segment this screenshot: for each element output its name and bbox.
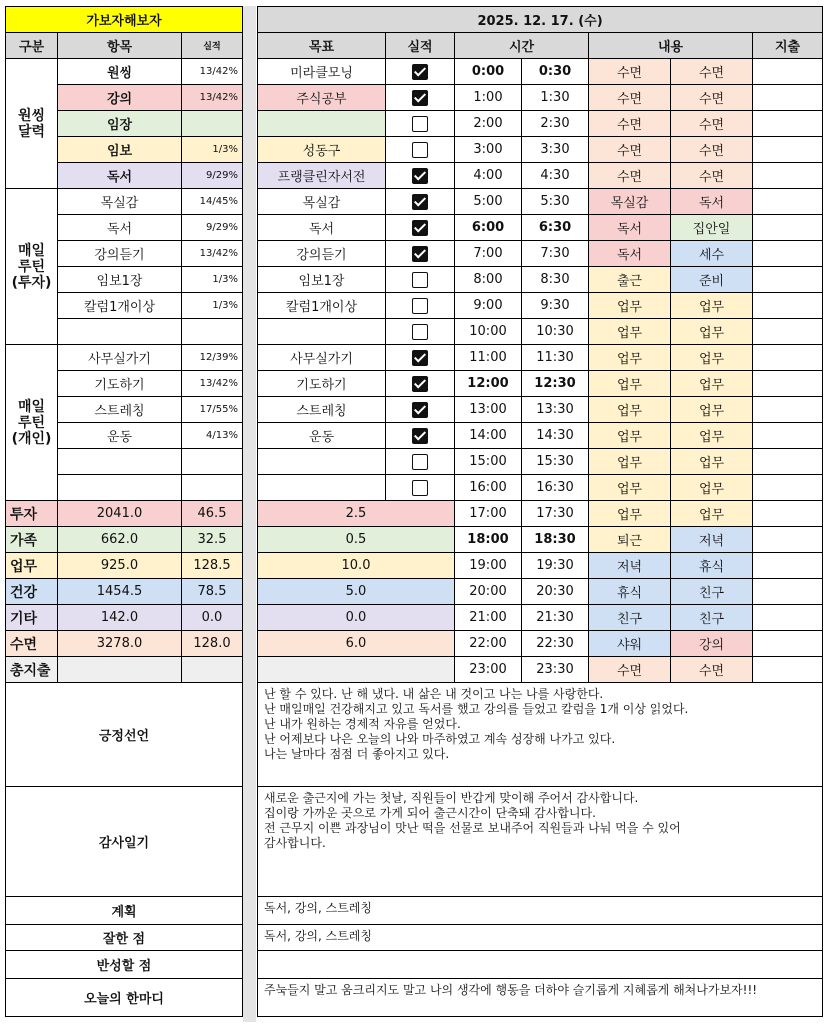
check-cell (386, 371, 455, 397)
item-label: 스트레칭 (58, 397, 182, 423)
time-start: 17:00 (455, 501, 522, 527)
summary-label: 가족 (6, 527, 58, 553)
content-first: 독서 (589, 215, 671, 241)
content-second: 업무 (671, 475, 753, 501)
goal-cell: 스트레칭 (258, 397, 386, 423)
check-cell (386, 215, 455, 241)
header-item: 항목 (58, 33, 182, 59)
item-label (58, 319, 182, 345)
checkbox-unchecked[interactable] (412, 116, 428, 132)
content-second: 친구 (671, 579, 753, 605)
expense-cell (753, 163, 823, 189)
affirmation-line: 나는 날마다 점점 더 좋아지고 있다. (264, 747, 450, 761)
time-start: 19:00 (455, 553, 522, 579)
content-second: 업무 (671, 449, 753, 475)
summary-total: 2041.0 (58, 501, 182, 527)
expense-cell (753, 215, 823, 241)
section-gratitude-text (258, 787, 823, 897)
content-first: 수면 (589, 137, 671, 163)
expense-cell (753, 423, 823, 449)
goal-cell: 미라클모닝 (258, 59, 386, 85)
summary-total (58, 657, 182, 683)
summary-label: 총지출 (6, 657, 58, 683)
expense-cell (753, 501, 823, 527)
header-result: 실적 (386, 33, 455, 59)
content-second: 강의 (671, 631, 753, 657)
expense-cell (753, 579, 823, 605)
content-second: 집안일 (671, 215, 753, 241)
content-first: 수면 (589, 163, 671, 189)
section-word-text: 주눅들지 말고 움크리지도 말고 나의 생각에 행동을 더하야 슬기롭게 지혜롭게 해쳐나가보자!!! (258, 979, 823, 1017)
content-second: 수면 (671, 59, 753, 85)
time-half: 14:30 (522, 423, 589, 449)
time-half: 1:30 (522, 85, 589, 111)
time-start: 4:00 (455, 163, 522, 189)
checkbox-unchecked[interactable] (412, 480, 428, 496)
item-stat: 13/42% (182, 59, 243, 85)
summary-value: 0.0 (182, 605, 243, 631)
content-second: 준비 (671, 267, 753, 293)
summary-total: 662.0 (58, 527, 182, 553)
time-half: 10:30 (522, 319, 589, 345)
time-start: 11:00 (455, 345, 522, 371)
item-stat: 1/3% (182, 267, 243, 293)
time-half: 20:30 (522, 579, 589, 605)
time-start: 20:00 (455, 579, 522, 605)
left-title: 가보자해보자 (6, 7, 243, 33)
summary-value: 32.5 (182, 527, 243, 553)
checkbox-checked[interactable] (412, 64, 428, 80)
time-half: 2:30 (522, 111, 589, 137)
checkbox-unchecked[interactable] (412, 272, 428, 288)
time-half: 19:30 (522, 553, 589, 579)
content-second: 저녁 (671, 527, 753, 553)
group-label: 원씽 달력 (6, 59, 58, 189)
column-gap (243, 6, 256, 1022)
content-second: 업무 (671, 319, 753, 345)
expense-cell (753, 657, 823, 683)
item-label: 칼럼1개이상 (58, 293, 182, 319)
summary-hours: 5.0 (258, 579, 455, 605)
right-table (257, 6, 823, 1017)
item-label: 독서 (58, 163, 182, 189)
expense-cell (753, 293, 823, 319)
time-half: 6:30 (522, 215, 589, 241)
time-half: 5:30 (522, 189, 589, 215)
summary-total: 3278.0 (58, 631, 182, 657)
goal-cell: 주식공부 (258, 85, 386, 111)
content-first: 업무 (589, 423, 671, 449)
item-stat: 9/29% (182, 215, 243, 241)
expense-cell (753, 631, 823, 657)
time-half: 22:30 (522, 631, 589, 657)
time-half: 9:30 (522, 293, 589, 319)
gratitude-line: 전 근무지 이쁜 과장님이 맛난 떡을 선물로 보내주어 직원들과 나눠 먹을 수 있어 (264, 821, 681, 835)
check-cell (386, 189, 455, 215)
summary-total: 142.0 (58, 605, 182, 631)
expense-cell (753, 553, 823, 579)
item-label: 독서 (58, 215, 182, 241)
gratitude-line: 감사합니다. (264, 836, 326, 850)
check-cell (386, 397, 455, 423)
checkbox-checked[interactable] (412, 194, 428, 210)
goal-cell: 강의듣기 (258, 241, 386, 267)
item-label: 임보1장 (58, 267, 182, 293)
checkbox-checked[interactable] (412, 246, 428, 262)
goal-cell: 프랭클린자서전 (258, 163, 386, 189)
goal-cell: 성동구 (258, 137, 386, 163)
item-stat: 13/42% (182, 85, 243, 111)
content-first: 목실감 (589, 189, 671, 215)
time-start: 14:00 (455, 423, 522, 449)
check-cell (386, 111, 455, 137)
content-first: 업무 (589, 345, 671, 371)
section-reflect-label: 반성할 점 (6, 951, 243, 979)
expense-cell (753, 397, 823, 423)
content-second: 수면 (671, 111, 753, 137)
item-stat: 1/3% (182, 293, 243, 319)
expense-cell (753, 449, 823, 475)
check-cell (386, 345, 455, 371)
goal-cell: 독서 (258, 215, 386, 241)
time-start: 21:00 (455, 605, 522, 631)
time-start: 18:00 (455, 527, 522, 553)
checkbox-unchecked[interactable] (412, 324, 428, 340)
section-plan-text: 독서, 강의, 스트레칭 (258, 897, 823, 925)
content-first: 저녁 (589, 553, 671, 579)
time-start: 9:00 (455, 293, 522, 319)
summary-label: 업무 (6, 553, 58, 579)
time-start: 8:00 (455, 267, 522, 293)
summary-label: 수면 (6, 631, 58, 657)
item-label: 사무실가기 (58, 345, 182, 371)
summary-hours: 0.0 (258, 605, 455, 631)
section-reflect-text (258, 951, 823, 979)
content-first: 퇴근 (589, 527, 671, 553)
time-half: 15:30 (522, 449, 589, 475)
time-half: 17:30 (522, 501, 589, 527)
expense-cell (753, 267, 823, 293)
checkbox-unchecked[interactable] (412, 454, 428, 470)
summary-label: 기타 (6, 605, 58, 631)
item-label (58, 475, 182, 501)
expense-cell (753, 137, 823, 163)
checkbox-checked[interactable] (412, 402, 428, 418)
content-first: 업무 (589, 371, 671, 397)
date-title: 2025. 12. 17. (수) (258, 7, 823, 33)
check-cell (386, 475, 455, 501)
content-first: 업무 (589, 475, 671, 501)
item-stat: 12/39% (182, 345, 243, 371)
content-first: 휴식 (589, 579, 671, 605)
goal-cell: 사무실가기 (258, 345, 386, 371)
goal-cell (258, 319, 386, 345)
summary-hours: 6.0 (258, 631, 455, 657)
summary-value: 128.5 (182, 553, 243, 579)
item-label: 강의 (58, 85, 182, 111)
checkbox-unchecked[interactable] (412, 142, 428, 158)
time-start: 15:00 (455, 449, 522, 475)
content-second: 업무 (671, 397, 753, 423)
item-label: 임보 (58, 137, 182, 163)
time-half: 18:30 (522, 527, 589, 553)
time-start: 6:00 (455, 215, 522, 241)
summary-hours: 10.0 (258, 553, 455, 579)
content-second: 세수 (671, 241, 753, 267)
affirmation-line: 난 할 수 있다. 난 해 냈다. 내 삶은 내 것이고 나는 나를 사랑한다. (264, 687, 604, 701)
item-stat: 13/42% (182, 371, 243, 397)
time-start: 23:00 (455, 657, 522, 683)
checkbox-checked[interactable] (412, 220, 428, 236)
item-stat: 17/55% (182, 397, 243, 423)
check-cell (386, 59, 455, 85)
expense-cell (753, 605, 823, 631)
content-second: 수면 (671, 657, 753, 683)
content-second: 업무 (671, 371, 753, 397)
header-goal: 목표 (258, 33, 386, 59)
content-first: 샤워 (589, 631, 671, 657)
header-content: 내용 (589, 33, 753, 59)
section-gratitude-label: 감사일기 (6, 787, 243, 897)
group-label: 매일 루틴 (개인) (6, 345, 58, 501)
time-half: 0:30 (522, 59, 589, 85)
content-first: 업무 (589, 397, 671, 423)
checkbox-checked[interactable] (412, 168, 428, 184)
content-first: 수면 (589, 85, 671, 111)
item-stat (182, 475, 243, 501)
item-stat: 9/29% (182, 163, 243, 189)
content-second: 수면 (671, 85, 753, 111)
goal-cell: 임보1장 (258, 267, 386, 293)
expense-cell (753, 319, 823, 345)
check-cell (386, 241, 455, 267)
time-half: 4:30 (522, 163, 589, 189)
time-start: 2:00 (455, 111, 522, 137)
time-half: 7:30 (522, 241, 589, 267)
content-second: 친구 (671, 605, 753, 631)
checkbox-unchecked[interactable] (412, 298, 428, 314)
time-start: 7:00 (455, 241, 522, 267)
header-time: 시간 (455, 33, 589, 59)
time-start: 10:00 (455, 319, 522, 345)
time-half: 13:30 (522, 397, 589, 423)
header-result: 실적 (182, 33, 243, 59)
item-stat: 4/13% (182, 423, 243, 449)
item-stat (182, 449, 243, 475)
content-first: 수면 (589, 111, 671, 137)
affirmation-line: 난 어제보다 나은 오늘의 나와 마주하였고 계속 성장해 나가고 있다. (264, 732, 616, 746)
item-label (58, 449, 182, 475)
summary-hours: 2.5 (258, 501, 455, 527)
time-half: 21:30 (522, 605, 589, 631)
summary-value (182, 657, 243, 683)
expense-cell (753, 241, 823, 267)
check-cell (386, 267, 455, 293)
content-second: 수면 (671, 137, 753, 163)
time-half: 11:30 (522, 345, 589, 371)
section-good-text: 독서, 강의, 스트레칭 (258, 925, 823, 951)
goal-cell: 기도하기 (258, 371, 386, 397)
content-first: 업무 (589, 501, 671, 527)
check-cell (386, 423, 455, 449)
content-first: 친구 (589, 605, 671, 631)
expense-cell (753, 527, 823, 553)
time-half: 16:30 (522, 475, 589, 501)
expense-cell (753, 189, 823, 215)
affirmation-line: 난 매일매일 건강해지고 있고 독서를 했고 강의를 들었고 칼럼을 1개 이상 읽었다. (264, 702, 689, 716)
item-label: 임장 (58, 111, 182, 137)
time-start: 0:00 (455, 59, 522, 85)
item-label: 기도하기 (58, 371, 182, 397)
gratitude-line: 새로운 출근지에 가는 첫날, 직원들이 반갑게 맞이해 주어서 감사합니다. (264, 791, 639, 805)
item-stat: 13/42% (182, 241, 243, 267)
expense-cell (753, 85, 823, 111)
time-start: 13:00 (455, 397, 522, 423)
time-half: 23:30 (522, 657, 589, 683)
checkbox-checked[interactable] (412, 428, 428, 444)
goal-cell (258, 111, 386, 137)
expense-cell (753, 475, 823, 501)
time-start: 16:00 (455, 475, 522, 501)
group-label: 매일 루틴 (투자) (6, 189, 58, 345)
check-cell (386, 137, 455, 163)
header-category: 구분 (6, 33, 58, 59)
content-second: 수면 (671, 163, 753, 189)
expense-cell (753, 371, 823, 397)
check-cell (386, 85, 455, 111)
content-first: 수면 (589, 657, 671, 683)
section-plan-label: 계획 (6, 897, 243, 925)
goal-cell: 칼럼1개이상 (258, 293, 386, 319)
item-label: 강의듣기 (58, 241, 182, 267)
content-second: 업무 (671, 345, 753, 371)
content-first: 출근 (589, 267, 671, 293)
content-first: 독서 (589, 241, 671, 267)
goal-cell (258, 475, 386, 501)
item-label: 목실감 (58, 189, 182, 215)
section-affirmation-label: 긍정선언 (6, 683, 243, 787)
left-table (5, 6, 243, 1017)
expense-cell (753, 59, 823, 85)
goal-cell (258, 449, 386, 475)
time-start: 12:00 (455, 371, 522, 397)
summary-total: 1454.5 (58, 579, 182, 605)
content-second: 업무 (671, 293, 753, 319)
time-start: 22:00 (455, 631, 522, 657)
item-stat (182, 111, 243, 137)
content-second: 업무 (671, 423, 753, 449)
check-cell (386, 163, 455, 189)
affirmation-line: 난 내가 원하는 경제적 자유를 얻었다. (264, 717, 461, 731)
summary-hours: 0.5 (258, 527, 455, 553)
goal-cell: 운동 (258, 423, 386, 449)
content-second: 독서 (671, 189, 753, 215)
item-stat: 1/3% (182, 137, 243, 163)
item-stat: 14/45% (182, 189, 243, 215)
item-label: 운동 (58, 423, 182, 449)
summary-value: 128.0 (182, 631, 243, 657)
checkbox-checked[interactable] (412, 350, 428, 366)
time-half: 3:30 (522, 137, 589, 163)
time-half: 8:30 (522, 267, 589, 293)
item-label: 원씽 (58, 59, 182, 85)
time-start: 3:00 (455, 137, 522, 163)
content-first: 수면 (589, 59, 671, 85)
section-word-label: 오늘의 한마디 (6, 979, 243, 1017)
content-first: 업무 (589, 319, 671, 345)
time-start: 1:00 (455, 85, 522, 111)
section-good-label: 잘한 점 (6, 925, 243, 951)
time-half: 12:30 (522, 371, 589, 397)
content-first: 업무 (589, 449, 671, 475)
header-expense: 지출 (753, 33, 823, 59)
checkbox-checked[interactable] (412, 90, 428, 106)
checkbox-checked[interactable] (412, 376, 428, 392)
expense-cell (753, 111, 823, 137)
summary-label: 건강 (6, 579, 58, 605)
content-first: 업무 (589, 293, 671, 319)
summary-value: 78.5 (182, 579, 243, 605)
summary-label: 투자 (6, 501, 58, 527)
summary-total: 925.0 (58, 553, 182, 579)
check-cell (386, 319, 455, 345)
expense-cell (753, 345, 823, 371)
time-start: 5:00 (455, 189, 522, 215)
section-affirmation-text (258, 683, 823, 787)
item-stat (182, 319, 243, 345)
content-second: 휴식 (671, 553, 753, 579)
gratitude-line: 집이랑 가까운 곳으로 가게 되어 출근시간이 단축돼 감사합니다. (264, 806, 596, 820)
summary-hours (258, 657, 455, 683)
check-cell (386, 293, 455, 319)
goal-cell: 목실감 (258, 189, 386, 215)
check-cell (386, 449, 455, 475)
content-second: 업무 (671, 501, 753, 527)
summary-value: 46.5 (182, 501, 243, 527)
